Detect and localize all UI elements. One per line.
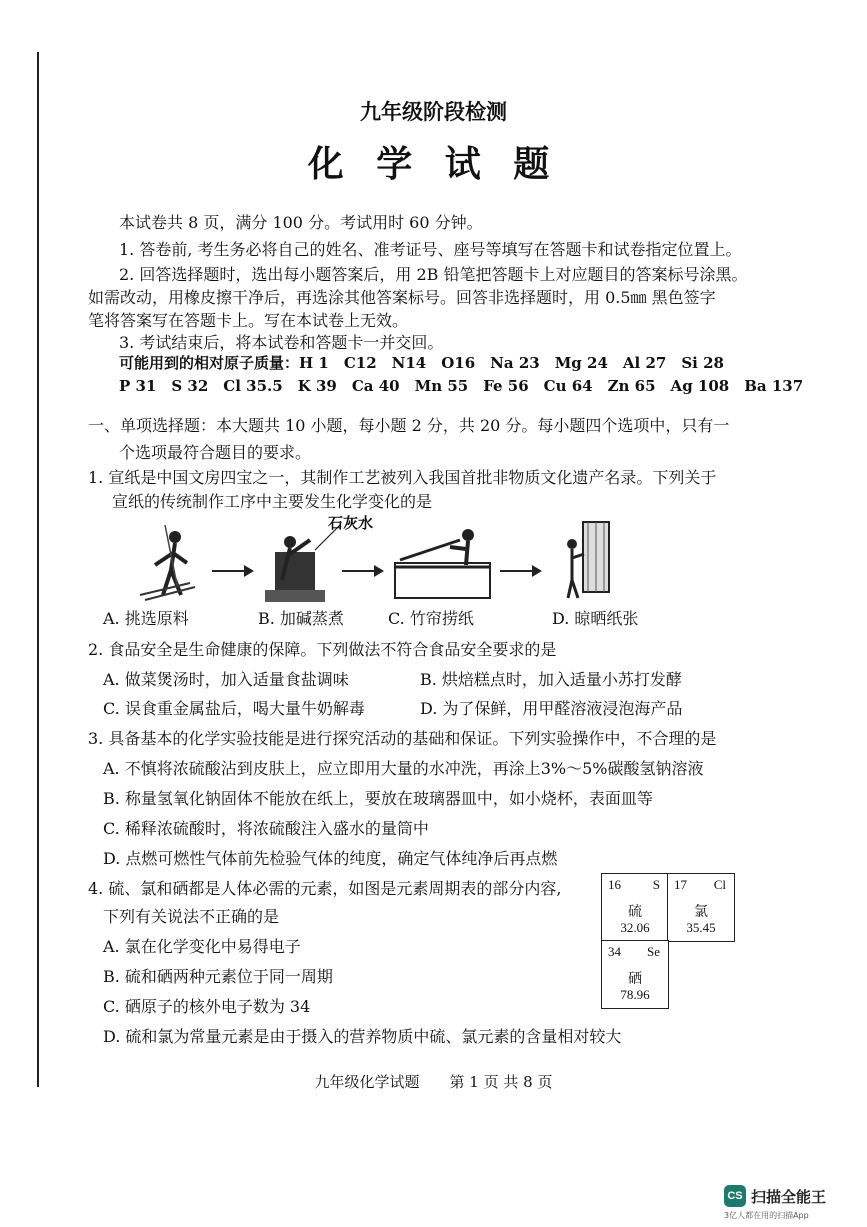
figure-drying-paper xyxy=(558,520,618,605)
q4-option-c: C. 硒原子的核外电子数为 34 xyxy=(103,997,311,1016)
q4-option-d: D. 硫和氯为常量元素是由于摄入的营养物质中硫、氯元素的含量相对较大 xyxy=(103,1027,622,1046)
section1-heading-line1: 一、单项选择题：本大题共 10 小题，每小题 2 分，共 20 分。每小题四个选项中，只有一 xyxy=(88,416,730,435)
element-symbol: Se xyxy=(647,944,660,959)
page-left-rule xyxy=(37,52,39,1087)
element-name: 硫 xyxy=(628,905,642,920)
element-mass: 35.45 xyxy=(686,920,716,935)
q3-option-a: A. 不慎将浓硫酸沾到皮肤上，应立即用大量的水冲洗，再涂上3%～5%碳酸氢钠溶液 xyxy=(103,759,704,778)
q3-option-b: B. 称量氢氧化钠固体不能放在纸上，要放在玻璃器皿中，如小烧杯，表面皿等 xyxy=(103,789,653,808)
scanner-app-name: 扫描全能王 xyxy=(751,1188,827,1206)
section1-heading-line2: 个选项最符合题目的要求。 xyxy=(119,443,312,462)
q4-stem-line1: 4. 硫、氯和硒都是人体必需的元素，如图是元素周期表的部分内容, xyxy=(88,879,562,898)
element-mass: 78.96 xyxy=(620,987,650,1002)
exam-title: 化 学 试 题 xyxy=(307,143,560,185)
cs-logo: CS xyxy=(724,1185,746,1207)
element-cell-sulfur xyxy=(601,873,669,942)
page-footer: 九年级化学试题 第 1 页 共 8 页 xyxy=(314,1073,553,1091)
element-cell-selenium xyxy=(601,940,669,1009)
q2-option-a: A. 做菜煲汤时，加入适量食盐调味 xyxy=(103,670,349,689)
q1-option-c: C. 竹帘捞纸 xyxy=(388,609,474,628)
q1-stem-line1: 1. 宣纸是中国文房四宝之一，其制作工艺被列入我国首批非物质文化遗产名录。下列关于 xyxy=(88,468,717,487)
atomic-masses-line2: P 31 S 32 Cl 35.5 K 39 Ca 40 Mn 55 Fe 56 Cu 64 Zn 65 Ag 108 Ba 137 xyxy=(119,377,804,395)
q3-option-c: C. 稀释浓硫酸时，将浓硫酸注入盛水的量筒中 xyxy=(103,819,429,838)
instruction-1: 1. 答卷前, 考生务必将自己的姓名、准考证号、座号等填写在答题卡和试卷指定位置上。 xyxy=(119,240,742,259)
q4-option-b: B. 硫和硒两种元素位于同一周期 xyxy=(103,967,333,986)
figure-bamboo-screen xyxy=(390,525,495,605)
q2-option-b: B. 烘焙糕点时，加入适量小苏打发酵 xyxy=(420,670,682,689)
instruction-2-line2: 如需改动，用橡皮擦干净后，再选涂其他答案标号。回答非选择题时，用 0.5㎜ 黑色签字 xyxy=(88,288,716,307)
element-name: 硒 xyxy=(628,972,642,987)
q1-option-b: B. 加碱蒸煮 xyxy=(258,609,344,628)
lime-water-label: 石灰水 xyxy=(328,514,374,532)
q1-stem-line2: 宣纸的传统制作工序中主要发生化学变化的是 xyxy=(112,492,433,511)
q2-option-c: C. 误食重金属盐后，喝大量牛奶解毒 xyxy=(103,699,365,718)
q3-stem: 3. 具备基本的化学实验技能是进行探究活动的基础和保证。下列实验操作中，不合理的是 xyxy=(88,729,717,748)
q4-option-a: A. 氯在化学变化中易得电子 xyxy=(103,937,301,956)
q3-option-d: D. 点燃可燃性气体前先检验气体的纯度，确定气体纯净后再点燃 xyxy=(103,849,558,868)
instruction-3: 3. 考试结束后，将本试卷和答题卡一并交回。 xyxy=(119,333,444,352)
element-symbol: S xyxy=(652,877,660,892)
element-number: 34 xyxy=(608,944,621,959)
atomic-masses-line1: 可能用到的相对原子质量：H 1 C12 N14 O16 Na 23 Mg 24 Al 27 Si 28 xyxy=(119,354,724,372)
element-number: 16 xyxy=(608,877,621,892)
q4-stem-line2: 下列有关说法不正确的是 xyxy=(103,907,280,926)
instruction-2-line1: 2. 回答选择题时，选出每小题答案后，用 2B 铅笔把答题卡上对应题目的答案标号涂黑。 xyxy=(119,265,748,284)
arrow-3 xyxy=(500,570,540,572)
exam-subtitle: 九年级阶段检测 xyxy=(360,99,507,124)
element-cell-chlorine xyxy=(667,873,735,942)
scanner-app-tagline: 3亿人都在用的扫描App xyxy=(724,1211,809,1220)
element-mass: 32.06 xyxy=(620,920,650,935)
element-number: 17 xyxy=(674,877,687,892)
arrow-2 xyxy=(342,570,382,572)
q1-option-d: D. 晾晒纸张 xyxy=(552,609,639,628)
element-name: 氯 xyxy=(694,905,708,920)
figure-picking-materials xyxy=(135,525,205,605)
element-symbol: Cl xyxy=(713,877,726,892)
q2-stem: 2. 食品安全是生命健康的保障。下列做法不符合食品安全要求的是 xyxy=(88,640,557,659)
q2-option-d: D. 为了保鲜，用甲醛溶液浸泡海产品 xyxy=(420,699,683,718)
q1-option-a: A. 挑选原料 xyxy=(103,609,189,628)
instruction-2-line3: 笔将答案写在答题卡上。写在本试卷上无效。 xyxy=(88,311,409,330)
q1-process-illustration xyxy=(130,514,630,605)
arrow-1 xyxy=(212,570,252,572)
instructions-intro: 本试卷共 8 页，满分 100 分。考试用时 60 分钟。 xyxy=(119,213,483,232)
